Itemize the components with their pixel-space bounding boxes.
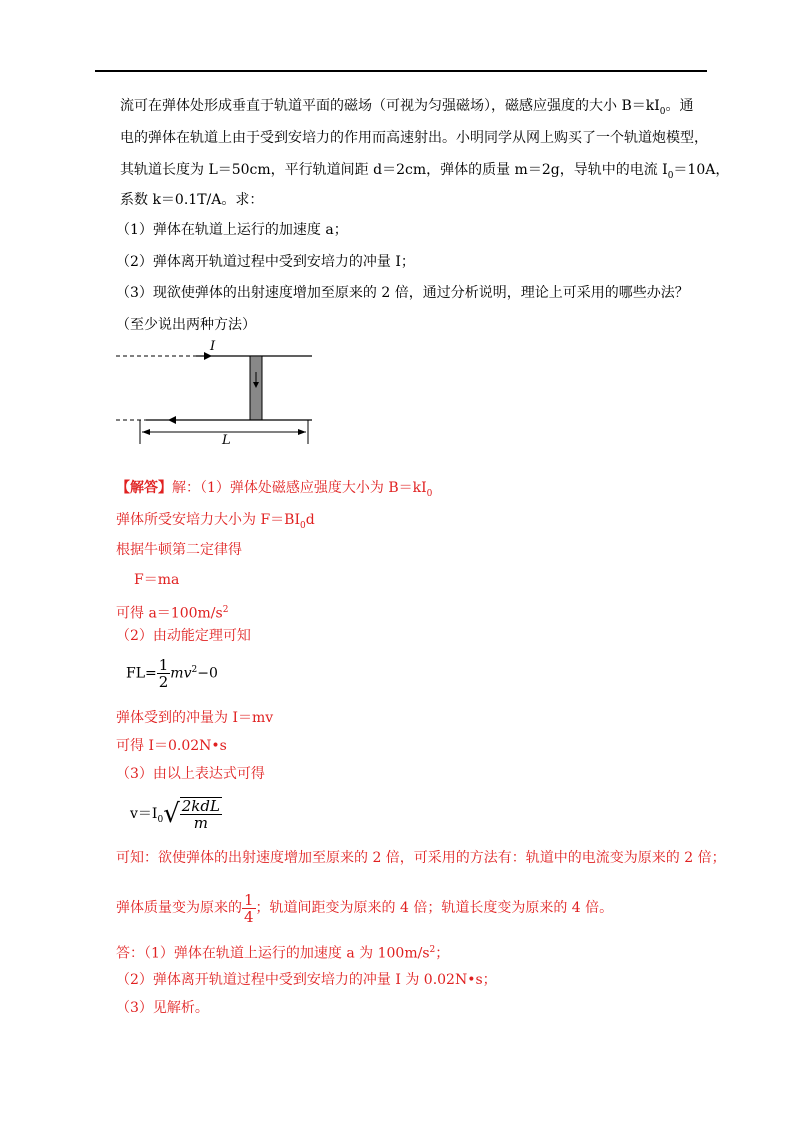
- header-rule: [95, 70, 707, 72]
- subscript: 0: [659, 106, 666, 117]
- eq1-denominator: 2: [158, 673, 169, 692]
- question-line-1-text: 流可在弹体处形成垂直于轨道平面的磁场（可视为匀强磁场），磁感应强度的大小 B＝kI: [120, 98, 660, 114]
- fraction-denominator: 4: [244, 907, 254, 926]
- answer-line-10: 可知：欲使弹体的出射速度增加至原来的 2 倍，可采用的方法有：轨道中的电流变为原来的 2 倍；: [116, 850, 726, 866]
- answer-line-5: [116, 600, 228, 624]
- answer-line-2-text: 弹体所受安培力大小为 F＝BI: [116, 512, 300, 528]
- answer-line-11: [116, 890, 613, 926]
- question-line-2: 电的弹体在轨道上由于受到安培力的作用而高速射出。小明同学从网上购买了一个轨道炮模型，: [120, 130, 708, 146]
- answer-line-9: （3）由以上表达式可得: [116, 766, 265, 782]
- answer-line-7: 弹体受到的冲量为 I＝mv: [116, 710, 274, 726]
- superscript: 2: [222, 605, 229, 615]
- superscript: 2: [429, 945, 436, 955]
- question-line-3-end: ＝10A，: [673, 162, 730, 178]
- question-part-1: （1）弹体在轨道上运行的加速度 a；: [116, 222, 348, 238]
- answer-line-5-text: 可得 a＝100m/s: [116, 605, 223, 622]
- answer-line-2-end: d: [305, 512, 315, 528]
- current-label: I: [210, 339, 216, 354]
- answer-line-3: 根据牛顿第二定律得: [116, 542, 242, 558]
- length-label: L: [222, 433, 231, 448]
- answer-line-11-end: ；轨道间距变为原来的 4 倍；轨道长度变为原来的 4 倍。: [255, 900, 614, 916]
- length-arrow-left: [142, 429, 150, 435]
- answer-line-4: F＝ma: [134, 572, 180, 588]
- answer-line-2: [116, 510, 315, 536]
- eq2-denominator: m: [193, 814, 208, 832]
- question-line-3: [120, 160, 729, 186]
- subscript: 0: [157, 814, 164, 825]
- fraction-numerator: 1: [244, 890, 254, 909]
- final-answer-1-end: ；: [435, 945, 450, 962]
- answer-line-1-text: 解：（1）弹体处磁感应强度大小为 B＝kI: [172, 480, 427, 496]
- final-answer-1-text: 答：（1）弹体在轨道上运行的加速度 a 为 100m/s: [116, 945, 430, 962]
- eq1-tail: −0: [197, 665, 218, 682]
- current-arrow-left: [168, 416, 176, 424]
- eq1-right: mv: [170, 665, 192, 682]
- question-part-2: （2）弹体离开轨道过程中受到安培力的冲量 I；: [116, 254, 415, 270]
- eq2-left: v＝I: [130, 806, 158, 822]
- final-answer-2: （2）弹体离开轨道过程中受到安培力的冲量 I 为 0.02N•s；: [116, 972, 497, 988]
- answer-line-6: （2）由动能定理可知: [116, 628, 251, 644]
- question-line-1-end: 。通: [665, 98, 694, 114]
- sqrt-icon: √: [163, 799, 180, 829]
- question-line-3-text: 其轨道长度为 L＝50cm，平行轨道间距 d＝2cm，弹体的质量 m＝2g，导轨中的电流 I: [120, 162, 668, 178]
- one-quarter-fraction: [242, 892, 256, 925]
- answer-tag: 【解答】: [116, 480, 172, 496]
- eq1-left: FL=: [126, 665, 157, 682]
- eq2-numerator: 2kdL: [181, 797, 220, 815]
- question-part-3: （3）现欲使弹体的出射速度增加至原来的 2 倍，通过分析说明，理论上可采用的哪些办法？: [116, 285, 689, 301]
- subscript: 0: [667, 170, 674, 181]
- subscript: 0: [299, 520, 306, 531]
- final-answer-1: [116, 940, 449, 964]
- subscript: 0: [426, 488, 433, 499]
- question-line-4: 系数 k＝0.1T/A。求：: [120, 192, 264, 208]
- eq1-numerator: 1: [158, 656, 169, 675]
- length-arrow-right: [298, 429, 306, 435]
- answer-line-8: 可得 I＝0.02N•s: [116, 738, 227, 754]
- equation-velocity: [130, 794, 222, 840]
- equation-kinetic-energy: [126, 652, 218, 692]
- final-answer-3: （3）见解析。: [116, 1000, 209, 1016]
- question-line-1: [120, 96, 693, 122]
- eq2-fraction: [180, 797, 222, 831]
- answer-line-11-text: 弹体质量变为原来的: [116, 900, 242, 916]
- eq1-fraction: [157, 657, 171, 690]
- rail-gun-diagram: [112, 336, 322, 448]
- superscript: 2: [191, 665, 198, 675]
- answer-line-1: [116, 478, 432, 504]
- question-part-3-note: （至少说出两种方法）: [116, 317, 256, 333]
